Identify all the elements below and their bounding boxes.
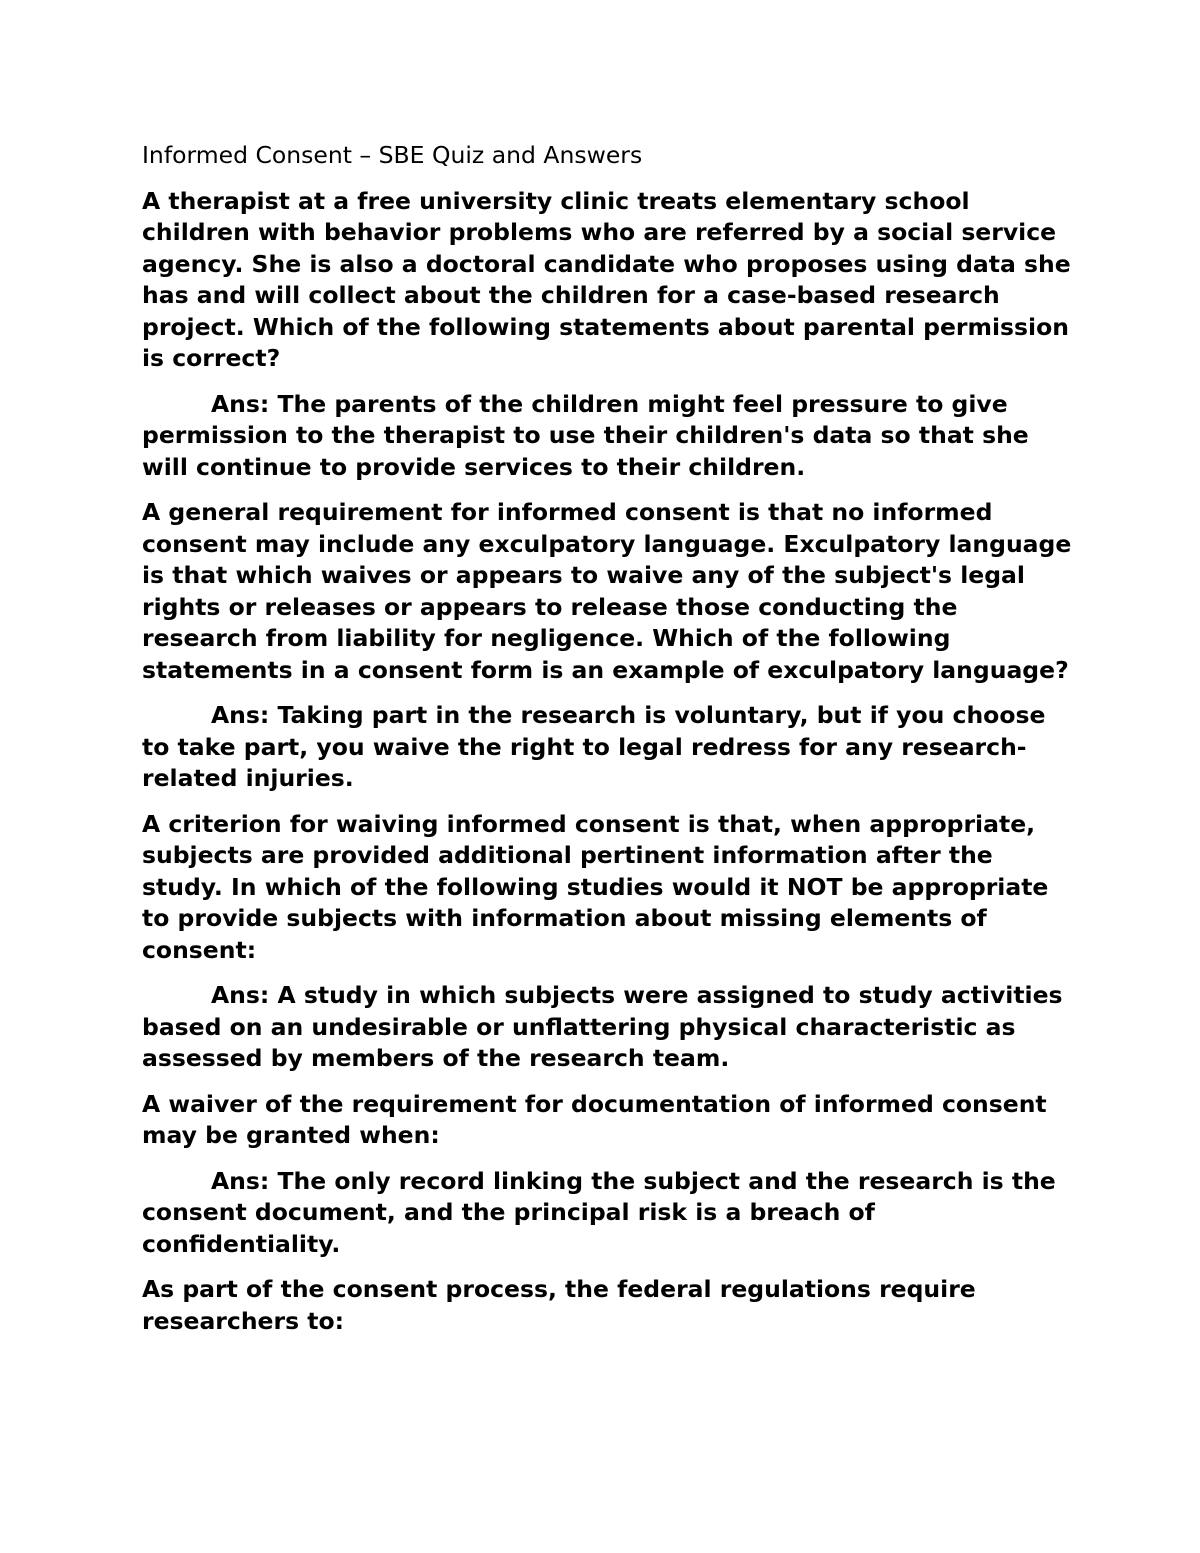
answer-4: Ans: The only record linking the subject and the research is the consent document, and the principal risk is a breach of confidentiality. — [142, 1166, 1056, 1258]
document-body — [142, 140, 1072, 1351]
question-3: A criterion for waiving informed consent is that, when appropriate, subjects are provided additional pertinent information after the study. In which of the following studies would it NOT be appropriate to provide subjects with information about missing elements of consent: — [142, 809, 1049, 964]
answer-2: Ans: Taking part in the research is voluntary, but if you choose to take part, you waive the right to legal redress for any research-related injuries. — [142, 701, 1046, 792]
question-2: A general requirement for informed consent is that no informed consent may include any exculpatory language. Exculpatory language is that which waives or appears to waive any of the subject's legal rights or releases or appears to release those conducting the research from liability for negligence. Which of the following statements in a consent form is an example of exculpatory language? — [142, 498, 1072, 684]
answer-1: Ans: The parents of the children might feel pressure to give permission to the therapist to use their children's data so that she will continue to provide services to their children. — [142, 389, 1029, 481]
answer-3: Ans: A study in which subjects were assigned to study activities based on an undesirable or unflattering physical characteristic as assessed by members of the research team. — [142, 981, 1063, 1072]
question-5: As part of the consent process, the federal regulations require researchers to: — [142, 1275, 976, 1335]
question-1: A therapist at a free university clinic treats elementary school children with behavior problems who are referred by a social service agency. She is also a doctoral candidate who proposes using data she has and will collect about the children for a case-based research project. Which of the following statements about parental permission is correct? — [142, 186, 1071, 372]
question-4: A waiver of the requirement for documentation of informed consent may be granted when: — [142, 1089, 1047, 1149]
document-title: Informed Consent – SBE Quiz and Answers — [142, 141, 643, 169]
